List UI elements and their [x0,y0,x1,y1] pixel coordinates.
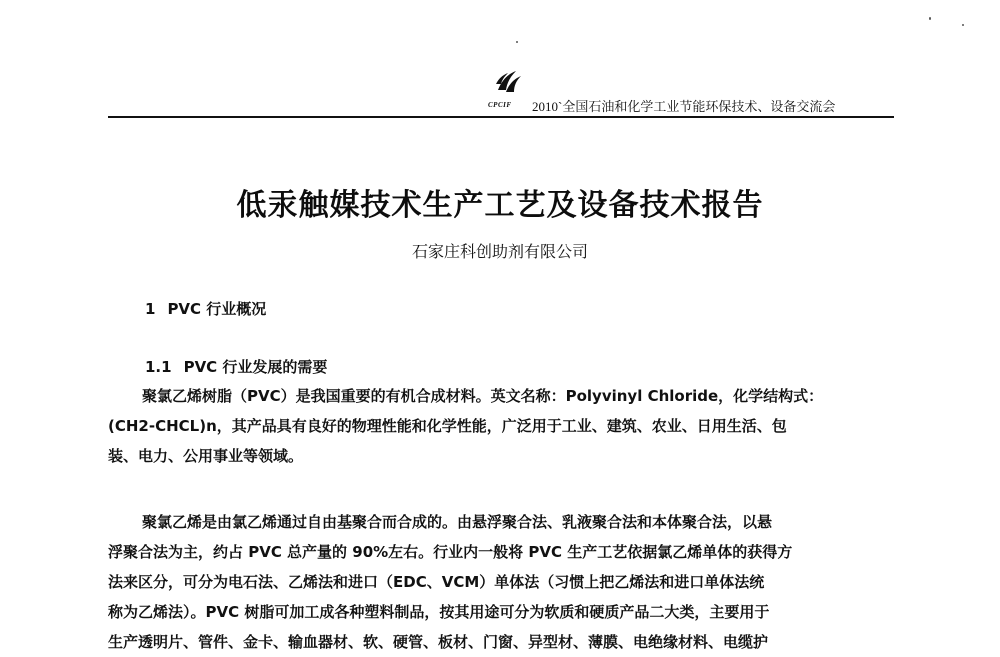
paragraph-line: 聚氯乙烯是由氯乙烯通过自由基聚合而合成的。由悬浮聚合法、乳液聚合法和本体聚合法，以悬 [142,513,773,531]
document-title: 低汞触媒技术生产工艺及设备技术报告 [236,188,764,223]
paragraph-line: 装、电力、公用事业等领域。 [108,447,304,465]
paragraph-line: 称为乙烯法）。PVC 树脂可加工成各种塑料制品，按其用途可分为软质和硬质产品二大类，主要用于 [108,603,770,621]
paragraph-line: 法来区分，可分为电石法、乙烯法和进口（EDC、VCM）单体法（习惯上把乙烯法和进口单体法统 [108,573,765,591]
section-number: 1.1 [145,358,172,376]
conference-title: 2010`全国石油和化学工业节能环保技术、设备交流会 [532,99,836,114]
scan-speck [929,17,931,20]
paragraph-line: 聚氯乙烯树脂（PVC）是我国重要的有机合成材料。英文名称：Polyvinyl Chloride，化学结构式： [142,387,824,405]
logo-text: CPCIF [488,101,512,109]
header-rule [108,116,894,118]
section-heading-1 [145,298,266,319]
cpcif-logo-icon [494,70,522,96]
scan-speck [516,41,518,43]
section-title: PVC 行业发展的需要 [183,358,328,376]
section-title: PVC 行业概况 [167,300,267,318]
paragraph-line: 浮聚合法为主，约占 PVC 总产量的 90%左右。行业内一般将 PVC 生产工艺依据氯乙烯单体的获得方 [108,543,793,561]
paragraph-pvc-intro [108,381,894,471]
section-number: 1 [145,300,156,318]
paragraph-line: 生产透明片、管件、金卡、输血器材、软、硬管、板材、门窗、异型材、薄膜、电绝缘材料、电缆护 [108,633,769,651]
scan-speck [962,24,964,26]
paragraph-line: (CH2-CHCL)n，其产品具有良好的物理性能和化学性能，广泛用于工业、建筑、农业、日用生活、包 [108,417,787,435]
document-organization: 石家庄科创助剂有限公司 [411,242,588,261]
paragraph-pvc-production [108,507,894,657]
section-heading-1-1 [145,356,327,377]
